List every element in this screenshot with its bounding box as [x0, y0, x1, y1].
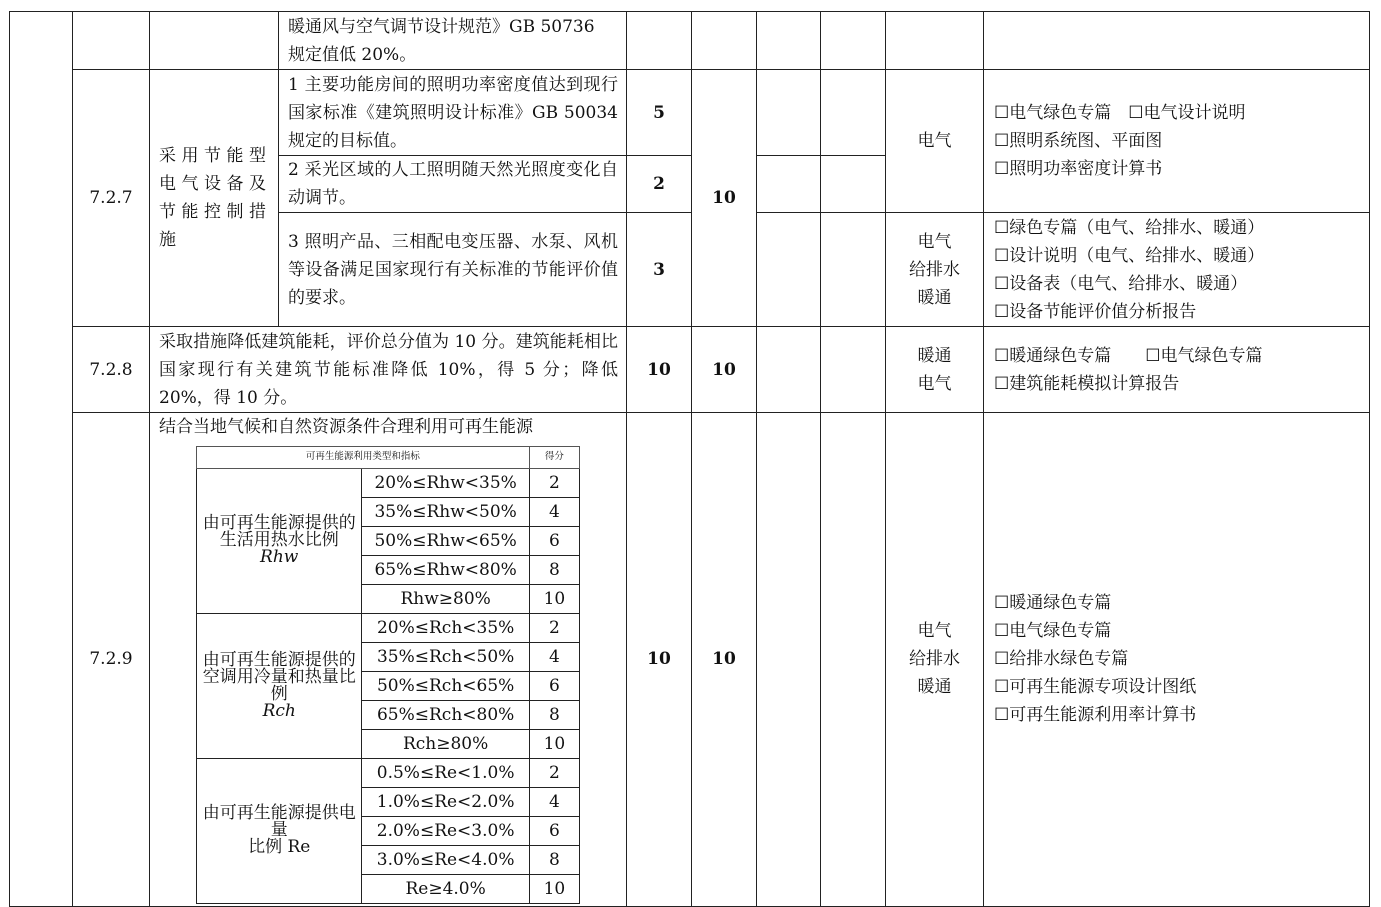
clause-code: 7.2.7 [73, 70, 150, 327]
table-row [10, 327, 1370, 413]
table-row [10, 413, 1370, 907]
sub-item-1-score: 5 [627, 70, 692, 156]
sub-item-2: 2 采光区域的人工照明随天然光照度变化自动调节。 [279, 156, 627, 213]
renewable-score-table: 可再生能源利用类型和指标 得分 由可再生能源提供的 生活用热水比例 Rhw 20%≤Rhw<35% 2 35%≤Rhw<50% 4 50%≤Rhw<65% 6 65%≤Rhw<80% 8 Rhw≥80% 10 由可再生能源提供的 空调用冷量和热量比例 Rch 20%≤Rch<35% 2 35%≤Rch<50% 4 50%≤Rch<65% 6 65%≤Rch<80% 8 Rch≥80% 10 由可再生能源提供电量 比例 Re 0.5%≤Re<1.0% 2 1.0%≤Re<2.0% 4 2.0%≤Re<3.0% 6 3.0%≤Re<4.0% 8 Re≥4.0% 10 [196, 446, 580, 904]
sub-item-2-score: 2 [627, 156, 692, 213]
group-label: 由可再生能源提供的 生活用热水比例 Rhw [197, 468, 362, 613]
left-blank-cell [10, 12, 73, 907]
clause-code: 7.2.9 [73, 413, 150, 907]
table-row [10, 70, 1370, 156]
docs-cell: ☐绿色专篇（电气、给排水、暖通） ☐设计说明（电气、给排水、暖通） ☐设备表（电气、给排水、暖通） ☐设备节能评价值分析报告 [984, 213, 1370, 327]
sub-item-3: 3 照明产品、三相配电变压器、水泵、风机等设备满足国家现行有关标准的节能评价值的要求。 [279, 213, 627, 327]
total-score: 10 [692, 327, 757, 413]
total-score: 10 [692, 70, 757, 327]
inner-header-score: 得分 [529, 447, 579, 469]
clause-text: 采取措施降低建筑能耗，评价总分值为 10 分。建筑能耗相比国家现行有关建筑节能标准降低 10%，得 5 分；降低 20%，得 10 分。 [150, 327, 627, 413]
sub-item-3-score: 3 [627, 213, 692, 327]
group-label: 由可再生能源提供电量 比例 Re [197, 758, 362, 903]
dept-cell: 电气 给排水 暖通 [886, 213, 984, 327]
clause-text: 结合当地气候和自然资源条件合理利用可再生能源 可再生能源利用类型和指标 得分 由可再生能源提供的 生活用热水比例 Rhw 20%≤Rhw<35% 2 35%≤Rhw<50% 4 50%≤Rhw<65% 6 65%≤Rhw<80% 8 Rhw≥80% 10 由可再生能源提供的 空调用冷量和热量比例 Rch 20%≤Rch<35% 2 35%≤Rch<50% 4 50%≤Rch<65% 6 65%≤Rch<80% 8 Rch≥80% 10 由可再生能源提供电量 比例 Re 0.5%≤Re<1.0% 2 1.0%≤Re<2.0% 4 2.0%≤Re<3.0% 6 3.0%≤Re<4.0% 8 Re≥4.0% 10 [150, 413, 627, 907]
total-score: 10 [692, 413, 757, 907]
dept-cell: 电气 [886, 70, 984, 213]
dept-cell: 电气 给排水 暖通 [886, 413, 984, 907]
inner-header-type: 可再生能源利用类型和指标 [197, 447, 530, 469]
evaluation-table [9, 11, 1370, 907]
docs-cell: ☐电气绿色专篇 ☐电气设计说明 ☐照明系统图、平面图 ☐照明功率密度计算书 [984, 70, 1370, 213]
clause-code: 7.2.8 [73, 327, 150, 413]
score: 10 [627, 413, 692, 907]
docs-cell: ☐暖通绿色专篇 ☐电气绿色专篇 ☐给排水绿色专篇 ☐可再生能源专项设计图纸 ☐可再生能源利用率计算书 [984, 413, 1370, 907]
top-text-cell: 暖通风与空气调节设计规范》GB 50736 规定值低 20%。 [279, 12, 627, 70]
score: 10 [627, 327, 692, 413]
dept-cell: 暖通 电气 [886, 327, 984, 413]
docs-cell: ☐暖通绿色专篇 ☐电气绿色专篇 ☐建筑能耗模拟计算报告 [984, 327, 1370, 413]
group-label: 由可再生能源提供的 空调用冷量和热量比例 Rch [197, 613, 362, 758]
clause-name: 采用节能型电气设备及节能控制措施 [150, 70, 279, 327]
table-row [10, 12, 1370, 70]
sub-item-1: 1 主要功能房间的照明功率密度值达到现行国家标准《建筑照明设计标准》GB 50034 规定的目标值。 [279, 70, 627, 156]
